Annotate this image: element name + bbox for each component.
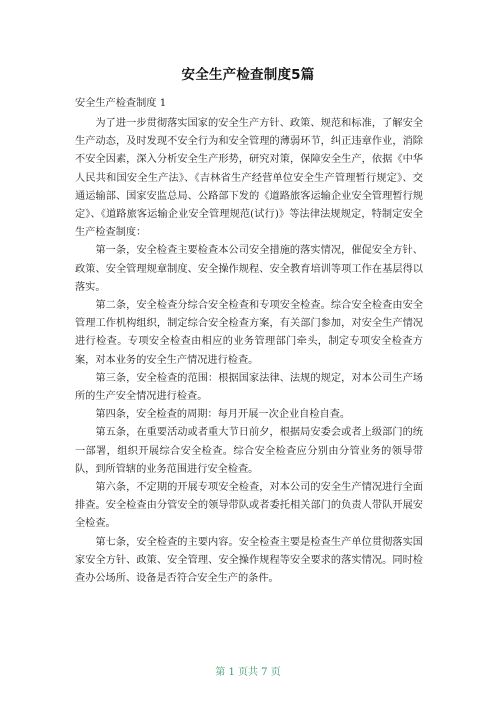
paragraph: 第五条，在重要活动或者重大节日前夕，根据局安委会或者上级部门的统一部署，组织开展综合安全检查。综合安全检查应分别由分管业务的领导带队，到所管辖的业务范围进行安全检查。	[75, 427, 423, 475]
paragraph: 第四条，安全检查的周期：每月开展一次企业自检自查。	[95, 409, 351, 421]
document-title: 安全生产检查制度5篇	[181, 67, 315, 83]
paragraph: 第一条，安全检查主要检查本公司安全措施的落实情况，催促安全方针、政策、安全管理规章制度、安全操作规程、安全教育培训等项工作在基层得以落实。	[75, 245, 423, 293]
paragraph: 第三条，安全检查的范围：根据国家法律、法规的规定，对本公司生产场所的生产安全情况进行检查。	[75, 372, 423, 403]
document-body	[75, 115, 423, 588]
paragraph: 第七条，安全检查的主要内容。安全检查主要是检查生产单位贯彻落实国家安全方针、政策、安全管理、安全操作规程等安全要求的落实情况。同时检查办公场所、设备是否符合安全生产的条件。	[75, 536, 423, 585]
paragraph: 第六条，不定期的开展专项安全检查，对本公司的安全生产情况进行全面排查。安全检查由分管安全的领导带队或者委托相关部门的负责人带队开展安全检查。	[75, 482, 423, 530]
paragraph: 为了进一步贯彻落实国家的安全生产方针、政策、规范和标准，了解安全生产动态，及时发现不安全行为和安全管理的薄弱环节，纠正违章作业，消除不安全因素，深入分析安全生产形势，研究对策，保障安全生产，依据《中华人民共和国安全生产法》、《吉林省生产经营单位安全生产管理暂行规定》、交通运输部、国家安监总局、公路部下发的《道路旅客运输企业安全管理暂行规定》、《道路旅客运输企业安全管理规范(试行)》等法律法规规定，特制定安全生产检查制度：	[75, 118, 423, 239]
paragraph: 第二条，安全检查分综合安全检查和专项安全检查。综合安全检查由安全管理工作机构组织，制定综合安全检查方案，有关部门参加，对安全生产情况进行检查。专项安全检查由相应的业务管理部门牵头，制定专项安全检查方案，对本业务的安全生产情况进行检查。	[75, 300, 423, 366]
section-heading: 安全生产检查制度 1	[75, 98, 167, 109]
page-footer: 第 1 页共 7 页	[215, 667, 281, 678]
